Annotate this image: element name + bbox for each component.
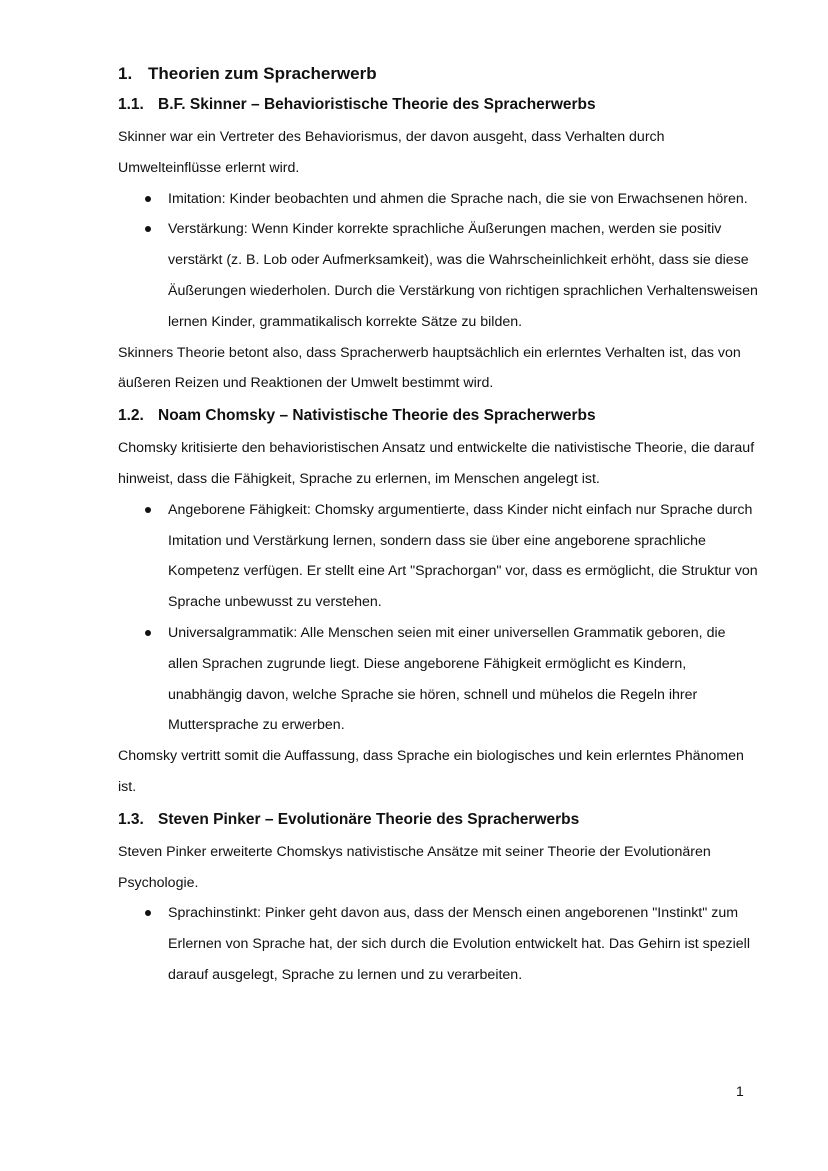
section-conclusion: Chomsky vertritt somit die Auffassung, dass Sprache ein biologisches und kein erlerntes Phänomen ist. — [118, 748, 744, 795]
bullet-item: Universalgrammatik: Alle Menschen seien mit einer universellen Grammatik geboren, die allen Sprachen zugrunde liegt. Diese angeborene Fähigkeit ermöglicht es Kindern, unabhängig davon, welche Sprache sie hören, schnell und mühelos die Regeln ihrer Muttersprache zu erwerben. — [118, 618, 758, 741]
page-number: 1 — [736, 1083, 744, 1099]
bullet-item: Angeborene Fähigkeit: Chomsky argumentierte, dass Kinder nicht einfach nur Sprache durch Imitation und Verstärkung lernen, sondern dass sie über eine angeborene sprachliche Kompetenz verfügen. Er stellt eine Art "Sprachorgan" vor, dass es ermöglicht, die Struktur von Sprache unbewusst zu verstehen. — [118, 495, 758, 618]
bullet-item: Verstärkung: Wenn Kinder korrekte sprachliche Äußerungen machen, werden sie positiv verstärkt (z. B. Lob oder Aufmerksamkeit), was die Wahrscheinlichkeit erhöht, dass sie diese Äußerungen wiederholen. Durch die Verstärkung von richtigen sprachlichen Verhaltensweisen lernen Kinder, grammatikalisch korrekte Sätze zu bilden. — [118, 214, 758, 337]
page-content — [118, 60, 758, 991]
bullet-list — [118, 184, 758, 338]
chapter-heading — [118, 60, 758, 88]
section-number: 1.2. — [118, 407, 144, 425]
chapter-title: Theorien zum Spracherwerb — [148, 64, 377, 83]
bullet-list — [118, 898, 758, 990]
section-intro: Chomsky kritisierte den behavioristischen Ansatz und entwickelte die nativistische Theorie, die darauf hinweist, dass die Fähigkeit, Sprache zu erlernen, im Menschen angelegt ist. — [118, 440, 755, 487]
bullet-item: Imitation: Kinder beobachten und ahmen die Sprache nach, die sie von Erwachsenen hören. — [118, 184, 758, 215]
bullet-item: Sprachinstinkt: Pinker geht davon aus, dass der Mensch einen angeborenen "Instinkt" zum Erlernen von Sprache hat, der sich durch die Evolution entwickelt hat. Das Gehirn ist speziell darauf ausgelegt, Sprache zu lernen und zu verarbeiten. — [118, 898, 758, 990]
section-conclusion: Skinners Theorie betont also, dass Spracherwerb hauptsächlich ein erlerntes Verhalten ist, das von äußeren Reizen und Reaktionen der Umwelt bestimmt wird. — [118, 344, 741, 392]
section-title: Steven Pinker – Evolutionäre Theorie des Spracherwerbs — [158, 810, 580, 828]
section-heading — [118, 803, 758, 837]
section-pinker — [118, 803, 758, 991]
section-heading — [118, 399, 758, 433]
section-number: 1.3. — [118, 810, 144, 828]
section-number: 1.1. — [118, 96, 144, 113]
section-skinner — [118, 88, 758, 399]
section-title: B.F. Skinner – Behavioristische Theorie des Spracherwerbs — [158, 96, 596, 113]
section-title: Noam Chomsky – Nativistische Theorie des Spracherwerbs — [158, 407, 596, 425]
section-intro: Steven Pinker erweiterte Chomskys nativistische Ansätze mit seiner Theorie der Evolutionären Psychologie. — [118, 843, 711, 891]
bullet-list — [118, 495, 758, 741]
section-intro: Skinner war ein Vertreter des Behaviorismus, der davon ausgeht, dass Verhalten durch Umwelteinflüsse erlernt wird. — [118, 129, 665, 176]
section-chomsky — [118, 399, 758, 803]
section-heading — [118, 88, 758, 122]
chapter-number: 1. — [118, 64, 133, 83]
